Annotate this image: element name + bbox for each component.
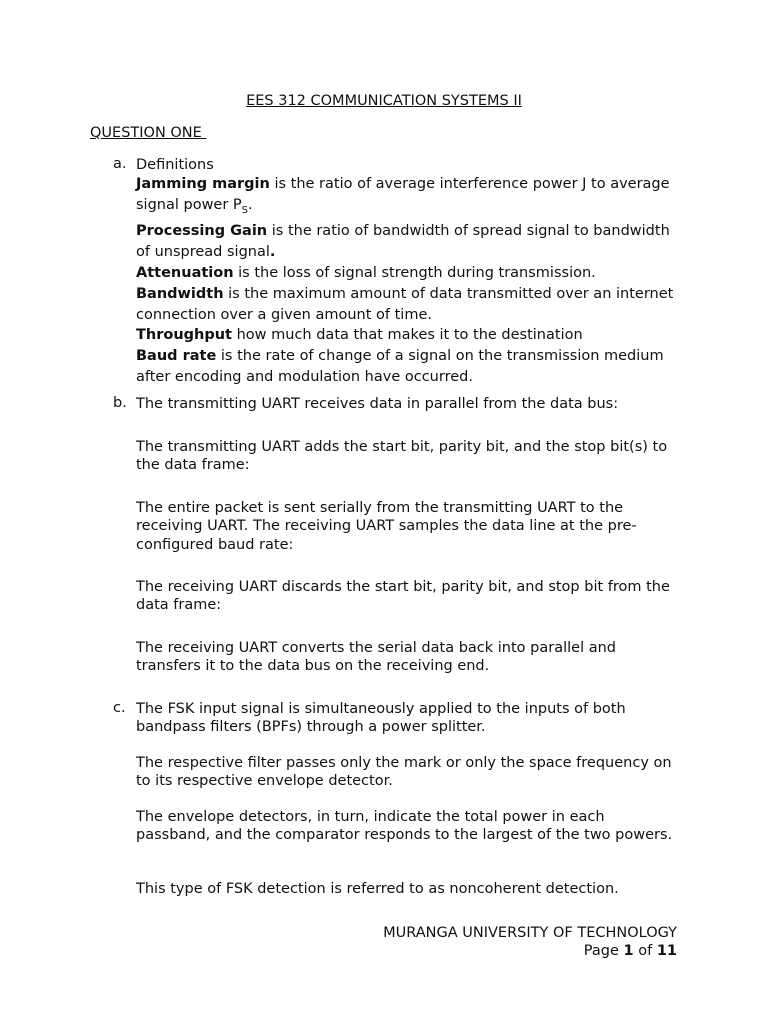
definitions-heading: Definitions <box>136 157 214 173</box>
term-processing-gain: Processing Gain <box>136 223 268 240</box>
part-c-marker: c. <box>113 700 126 716</box>
uart-step: The entire packet is sent serially from the transmitting UART to the receiving UART. The receiving UART samples the data line at the pre-configured baud rate: <box>136 500 637 553</box>
term-jamming-margin: Jamming margin <box>136 176 270 192</box>
definition-throughput: Throughput how much data that makes it to the destination <box>136 327 583 344</box>
uart-step: The receiving UART converts the serial data back into parallel and transfers it to the data bus on the receiving end. <box>136 640 616 675</box>
term-baud-rate: Baud rate <box>136 348 217 365</box>
definition-jamming-margin: Jamming margin is the ratio of average interference power J to average signal power $P_S$. <box>136 176 670 216</box>
fsk-paragraph: The envelope detectors, in turn, indicate the total power in each passband, and the comparator responds to the largest of the two powers. <box>136 809 673 844</box>
page-number: Page 1 of 11 <box>583 943 677 959</box>
part-a-marker: a. <box>113 156 127 172</box>
definition-bandwidth: Bandwidth is the maximum amount of data transmitted over an internet connection over a given amount of time. <box>136 285 674 323</box>
page-footer <box>383 924 677 960</box>
fsk-paragraph: This type of FSK detection is referred to as noncoherent detection. <box>136 881 619 897</box>
definition-attenuation: Attenuation is the loss of signal strength during transmission. <box>136 265 596 282</box>
fsk-paragraph: The respective filter passes only the mark or only the space frequency on to its respective envelope detector. <box>136 755 672 790</box>
document-title: EES 312 COMMUNICATION SYSTEMS II <box>246 93 522 109</box>
term-attenuation: Attenuation <box>136 265 234 282</box>
definition-baud-rate: Baud rate is the rate of change of a signal on the transmission medium after encoding and modulation have occurred. <box>136 348 664 386</box>
part-b-uart-steps <box>136 395 676 413</box>
part-c-fsk-detection <box>136 700 676 737</box>
part-a-definitions <box>136 156 676 388</box>
part-b-marker: b. <box>113 395 127 411</box>
institution-name: MURANGA UNIVERSITY OF TECHNOLOGY <box>383 925 677 941</box>
definition-processing-gain: Processing Gain is the ratio of bandwidth of spread signal to bandwidth of unspread signal. <box>136 223 670 261</box>
question-heading: QUESTION ONE <box>90 125 207 141</box>
uart-step: The receiving UART discards the start bit, parity bit, and stop bit from the data frame: <box>136 579 670 614</box>
term-throughput: Throughput <box>136 327 232 344</box>
uart-step: The transmitting UART adds the start bit, parity bit, and the stop bit(s) to the data frame: <box>136 439 668 474</box>
uart-step: The transmitting UART receives data in parallel from the data bus: <box>136 396 619 412</box>
term-bandwidth: Bandwidth <box>136 285 224 302</box>
fsk-paragraph: The FSK input signal is simultaneously applied to the inputs of both bandpass filters (BPFs) through a power splitter. <box>136 701 626 736</box>
